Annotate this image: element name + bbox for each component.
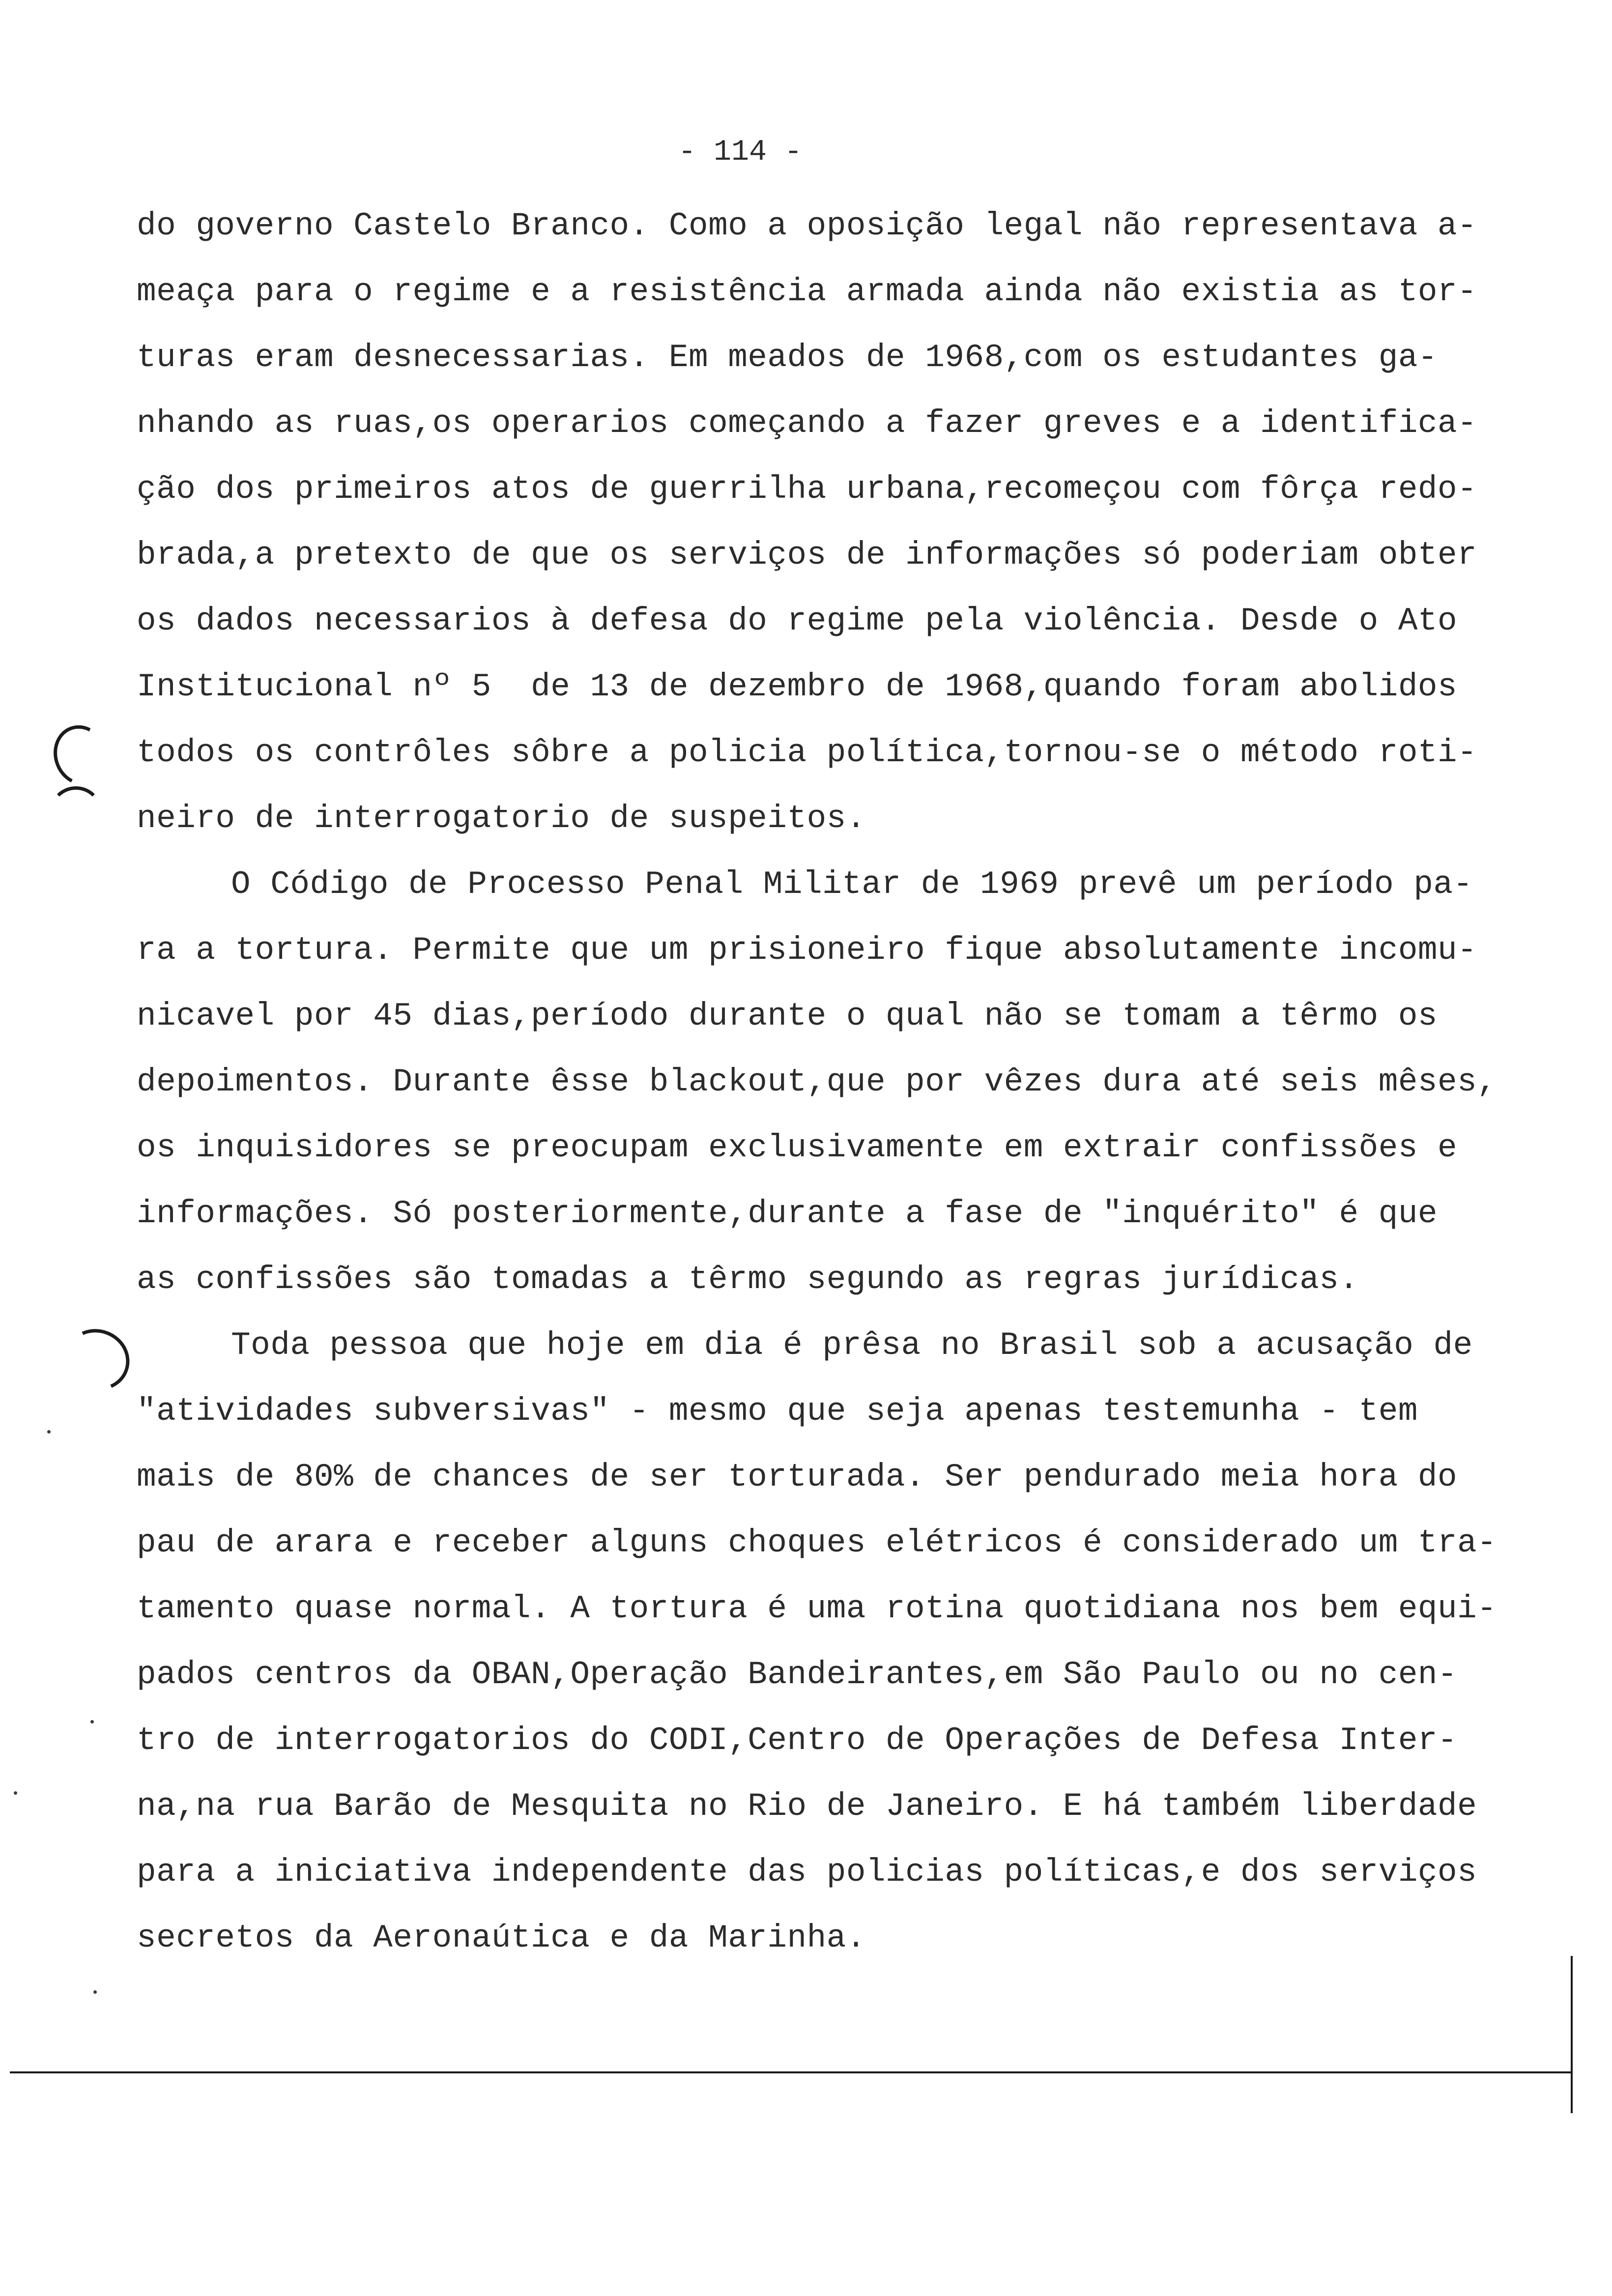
text-line: do governo Castelo Branco. Como a oposição legal não representava a-	[137, 207, 1477, 244]
text-line: ra a tortura. Permite que um prisioneiro fique absolutamente incomu-	[137, 932, 1477, 969]
text-line: tro de interrogatorios do CODI,Centro de Operações de Defesa Inter-	[137, 1722, 1458, 1759]
scan-speck	[93, 1990, 97, 1994]
right-edge-line	[1571, 1956, 1573, 2113]
text-line: os dados necessarios à defesa do regime pela violência. Desde o Ato	[137, 603, 1458, 639]
text-line: as confissões são tomadas a têrmo segundo as regras jurídicas.	[137, 1261, 1359, 1298]
text-line: "atividades subversivas" - mesmo que seja apenas testemunha - tem	[137, 1393, 1418, 1430]
text-line: Institucional nº 5 de 13 de dezembro de 1968,quando foram abolidos	[137, 668, 1458, 705]
text-line: os inquisidores se preocupam exclusivamente em extrair confissões e	[137, 1129, 1458, 1166]
scan-speck	[90, 1720, 94, 1723]
punch-hole-arc-mark	[45, 718, 116, 793]
punch-hole-arc-mark	[56, 1320, 138, 1400]
text-line: nicavel por 45 dias,período durante o qual não se tomam a têrmo os	[137, 998, 1438, 1034]
text-line: Toda pessoa que hoje em dia é prêsa no Brasil sob a acusação de	[231, 1327, 1473, 1364]
text-line: nhando as ruas,os operarios começando a fazer greves e a identifica-	[137, 405, 1477, 442]
text-line: depoimentos. Durante êsse blackout,que por vêzes dura até seis mêses,	[137, 1063, 1497, 1100]
text-line: ção dos primeiros atos de guerrilha urbana,recomeçou com fôrça redo-	[137, 471, 1477, 508]
text-line: todos os contrôles sôbre a policia política,tornou-se o método roti-	[137, 734, 1477, 771]
bottom-rule	[10, 2071, 1573, 2073]
text-line: para a iniciativa independente das policias políticas,e dos serviços	[137, 1854, 1477, 1891]
text-line: informações. Só posteriormente,durante a fase de "inquérito" é que	[137, 1195, 1438, 1232]
text-line: brada,a pretexto de que os serviços de informações só poderiam obter	[137, 537, 1477, 574]
scan-speck	[14, 1791, 17, 1795]
punch-hole-arc-mark	[49, 786, 103, 840]
scan-speck	[47, 1430, 51, 1434]
text-line: pau de arara e receber alguns choques elétricos é considerado um tra-	[137, 1524, 1497, 1561]
text-line: mais de 80% de chances de ser torturada. Ser pendurado meia hora do	[137, 1459, 1458, 1495]
text-line: meaça para o regime e a resistência armada ainda não existia as tor-	[137, 273, 1477, 310]
text-line: O Código de Processo Penal Militar de 1969 prevê um período pa-	[231, 866, 1473, 903]
page-number: - 114 -	[678, 136, 803, 169]
text-line: pados centros da OBAN,Operação Bandeirantes,em São Paulo ou no cen-	[137, 1656, 1458, 1693]
text-line: turas eram desnecessarias. Em meados de 1968,com os estudantes ga-	[137, 339, 1438, 376]
text-line: neiro de interrogatorio de suspeitos.	[137, 800, 866, 837]
text-line: secretos da Aeronaútica e da Marinha.	[137, 1920, 866, 1956]
text-line: tamento quase normal. A tortura é uma rotina quotidiana nos bem equi-	[137, 1590, 1497, 1627]
text-line: na,na rua Barão de Mesquita no Rio de Janeiro. E há também liberdade	[137, 1788, 1477, 1825]
